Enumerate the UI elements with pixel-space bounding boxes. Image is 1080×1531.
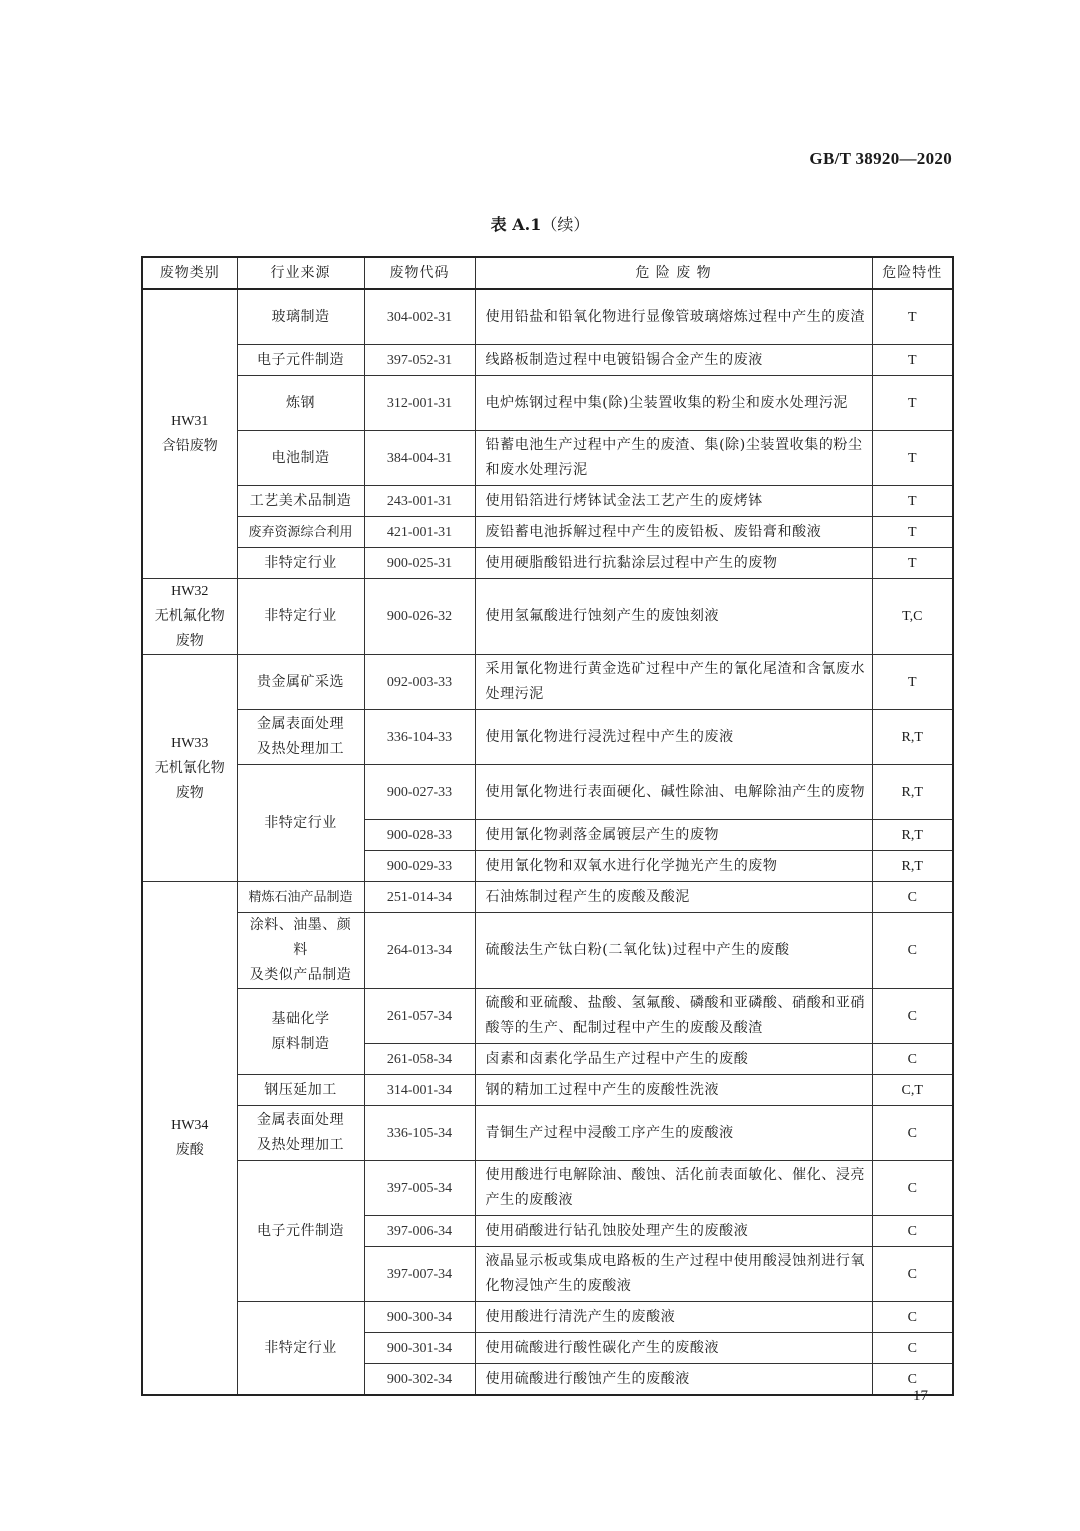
description-cell: 使用氰化物和双氧水进行化学抛光产生的废物: [475, 851, 872, 882]
description-cell: 液晶显示板或集成电路板的生产过程中使用酸浸蚀剂进行氧化物浸蚀产生的废酸液: [475, 1247, 872, 1302]
standard-number: GB/T 38920—2020: [809, 149, 952, 168]
column-header: 废物类别: [142, 257, 237, 289]
description-cell: 石油炼制过程产生的废酸及酸泥: [475, 882, 872, 913]
description-cell: 铅蓄电池生产过程中产生的废渣、集(除)尘装置收集的粉尘和废水处理污泥: [475, 431, 872, 486]
table-row: [142, 882, 953, 913]
waste-code-cell: 304-002-31: [364, 289, 475, 345]
table-row: [142, 579, 953, 655]
waste-code-cell: 336-104-33: [364, 710, 475, 765]
description-cell: 使用硫酸进行酸蚀产生的废酸液: [475, 1364, 872, 1396]
description-cell: 使用氰化物进行表面硬化、碱性除油、电解除油产生的废物: [475, 765, 872, 820]
page-number: 17: [913, 1388, 928, 1404]
industry-cell: 贵金属矿采选: [237, 655, 364, 710]
hazard-cell: C,T: [872, 1075, 953, 1106]
industry-cell: 炼钢: [237, 376, 364, 431]
waste-code-cell: 900-025-31: [364, 548, 475, 579]
waste-code-cell: 397-052-31: [364, 345, 475, 376]
table-row: [142, 655, 953, 710]
category-name: 废物: [175, 633, 204, 649]
description-cell: 卤素和卤素化学品生产过程中产生的废酸: [475, 1044, 872, 1075]
description-cell: 使用铅盐和铅氧化物进行显像管玻璃熔炼过程中产生的废渣: [475, 289, 872, 345]
waste-code-cell: 092-003-33: [364, 655, 475, 710]
table-row: [142, 486, 953, 517]
waste-code-cell: 336-105-34: [364, 1106, 475, 1161]
table-row: [142, 431, 953, 486]
industry-line: 金属表面处理: [257, 716, 344, 732]
table-row: [142, 1161, 953, 1216]
description-cell: 电炉炼钢过程中集(除)尘装置收集的粉尘和废水处理污泥: [475, 376, 872, 431]
category-code: HW34: [171, 1118, 209, 1133]
hazard-cell: C: [872, 1044, 953, 1075]
description-cell: 硫酸和亚硫酸、盐酸、氢氟酸、磷酸和亚磷酸、硝酸和亚硝酸等的生产、配制过程中产生的废酸及酸渣: [475, 989, 872, 1044]
hazard-cell: T: [872, 486, 953, 517]
waste-code-cell: 900-027-33: [364, 765, 475, 820]
table-title: [0, 212, 1080, 235]
industry-cell: 废弃资源综合利用: [237, 517, 364, 548]
hazard-cell: R,T: [872, 765, 953, 820]
hazard-cell: C: [872, 1161, 953, 1216]
hazard-cell: R,T: [872, 851, 953, 882]
hazard-cell: C: [872, 1364, 953, 1396]
waste-code-cell: 900-026-32: [364, 579, 475, 655]
table-row: [142, 289, 953, 345]
category-code: HW31: [171, 414, 209, 429]
table-row: [142, 913, 953, 989]
description-cell: 青铜生产过程中浸酸工序产生的废酸液: [475, 1106, 872, 1161]
table-row: [142, 376, 953, 431]
hazard-cell: T: [872, 517, 953, 548]
description-cell: 使用酸进行电解除油、酸蚀、活化前表面敏化、催化、浸亮产生的废酸液: [475, 1161, 872, 1216]
column-header: 行业来源: [237, 257, 364, 289]
industry-cell: 非特定行业: [237, 765, 364, 882]
category-cell: [142, 655, 237, 882]
table-title-label: 表 A.1: [490, 215, 542, 234]
waste-code-cell: 421-001-31: [364, 517, 475, 548]
industry-cell: [237, 710, 364, 765]
description-cell: 使用硝酸进行钻孔蚀胶处理产生的废酸液: [475, 1216, 872, 1247]
waste-code-cell: 900-300-34: [364, 1302, 475, 1333]
category-code: HW32: [171, 584, 209, 599]
industry-cell: 电子元件制造: [237, 345, 364, 376]
category-name: 无机氰化物: [154, 759, 225, 776]
table-row: [142, 517, 953, 548]
description-cell: 使用氰化物进行浸洗过程中产生的废液: [475, 710, 872, 765]
description-cell: 使用氰化物剥落金属镀层产生的废物: [475, 820, 872, 851]
category-name: 含铅废物: [161, 438, 218, 454]
table-row: [142, 548, 953, 579]
table-row: [142, 710, 953, 765]
waste-code-cell: 900-029-33: [364, 851, 475, 882]
industry-cell: [237, 1106, 364, 1161]
table-row: [142, 765, 953, 820]
table-row: [142, 989, 953, 1044]
category-cell: [142, 289, 237, 579]
table-row: [142, 1075, 953, 1106]
waste-code-cell: 261-058-34: [364, 1044, 475, 1075]
description-cell: 废铅蓄电池拆解过程中产生的废铅板、废铅膏和酸液: [475, 517, 872, 548]
industry-cell: [237, 989, 364, 1075]
industry-cell: 电池制造: [237, 431, 364, 486]
industry-line: 基础化学: [271, 1010, 330, 1027]
category-cell: [142, 579, 237, 655]
hazard-cell: T,C: [872, 579, 953, 655]
hazard-cell: R,T: [872, 820, 953, 851]
hazard-cell: T: [872, 289, 953, 345]
waste-code-cell: 261-057-34: [364, 989, 475, 1044]
category-code: HW33: [171, 735, 209, 751]
waste-code-cell: 243-001-31: [364, 486, 475, 517]
hazard-cell: T: [872, 548, 953, 579]
waste-code-cell: 900-301-34: [364, 1333, 475, 1364]
description-cell: 使用硫酸进行酸性碳化产生的废酸液: [475, 1333, 872, 1364]
hazard-cell: C: [872, 1106, 953, 1161]
category-name: 废物: [175, 784, 204, 801]
description-cell: 使用氢氟酸进行蚀刻产生的废蚀刻液: [475, 579, 872, 655]
hazard-cell: T: [872, 655, 953, 710]
industry-cell: [237, 913, 364, 989]
description-cell: 采用氰化物进行黄金选矿过程中产生的氰化尾渣和含氰废水处理污泥: [475, 655, 872, 710]
category-name: 无机氟化物: [154, 608, 225, 624]
hazard-cell: T: [872, 345, 953, 376]
hazardous-waste-table: [141, 256, 954, 1396]
waste-code-cell: 397-007-34: [364, 1247, 475, 1302]
industry-line: 及类似产品制造: [249, 967, 352, 983]
category-name: 废酸: [175, 1142, 204, 1158]
hazard-cell: T: [872, 376, 953, 431]
waste-code-cell: 251-014-34: [364, 882, 475, 913]
industry-line: 涂料、油墨、颜料: [249, 917, 352, 958]
column-header: 废物代码: [364, 257, 475, 289]
industry-cell: 非特定行业: [237, 579, 364, 655]
description-cell: 使用酸进行清洗产生的废酸液: [475, 1302, 872, 1333]
waste-code-cell: 384-004-31: [364, 431, 475, 486]
table-row: [142, 1106, 953, 1161]
industry-cell: 电子元件制造: [237, 1161, 364, 1302]
description-cell: 线路板制造过程中电镀铅锡合金产生的废液: [475, 345, 872, 376]
industry-cell: 工艺美术品制造: [237, 486, 364, 517]
waste-code-cell: 264-013-34: [364, 913, 475, 989]
hazard-cell: C: [872, 1247, 953, 1302]
table-row: [142, 1302, 953, 1333]
table-row: [142, 345, 953, 376]
description-cell: 硫酸法生产钛白粉(二氧化钛)过程中产生的废酸: [475, 913, 872, 989]
waste-code-cell: 312-001-31: [364, 376, 475, 431]
waste-code-cell: 900-028-33: [364, 820, 475, 851]
industry-cell: 非特定行业: [237, 1302, 364, 1396]
hazard-cell: C: [872, 1302, 953, 1333]
industry-cell: 精炼石油产品制造: [237, 882, 364, 913]
industry-line: 及热处理加工: [257, 1137, 344, 1153]
industry-line: 原料制造: [271, 1035, 330, 1052]
waste-code-cell: 900-302-34: [364, 1364, 475, 1396]
hazard-cell: R,T: [872, 710, 953, 765]
hazard-cell: C: [872, 882, 953, 913]
industry-line: 及热处理加工: [257, 741, 344, 757]
column-header: 危险特性: [872, 257, 953, 289]
industry-cell: 非特定行业: [237, 548, 364, 579]
industry-cell: 钢压延加工: [237, 1075, 364, 1106]
category-cell: [142, 882, 237, 1396]
hazard-cell: C: [872, 989, 953, 1044]
table-title-suffix: （续）: [541, 215, 590, 234]
hazard-cell: C: [872, 913, 953, 989]
hazard-cell: C: [872, 1333, 953, 1364]
hazard-cell: T: [872, 431, 953, 486]
waste-code-cell: 314-001-34: [364, 1075, 475, 1106]
industry-line: 金属表面处理: [257, 1112, 344, 1128]
description-cell: 钢的精加工过程中产生的废酸性洗液: [475, 1075, 872, 1106]
waste-code-cell: 397-005-34: [364, 1161, 475, 1216]
waste-code-cell: 397-006-34: [364, 1216, 475, 1247]
table-header-row: [142, 257, 953, 289]
description-cell: 使用硬脂酸铅进行抗黏涂层过程中产生的废物: [475, 548, 872, 579]
description-cell: 使用铅箔进行烤钵试金法工艺产生的废烤钵: [475, 486, 872, 517]
hazard-cell: C: [872, 1216, 953, 1247]
industry-cell: 玻璃制造: [237, 289, 364, 345]
column-header: 危 险 废 物: [475, 257, 872, 289]
